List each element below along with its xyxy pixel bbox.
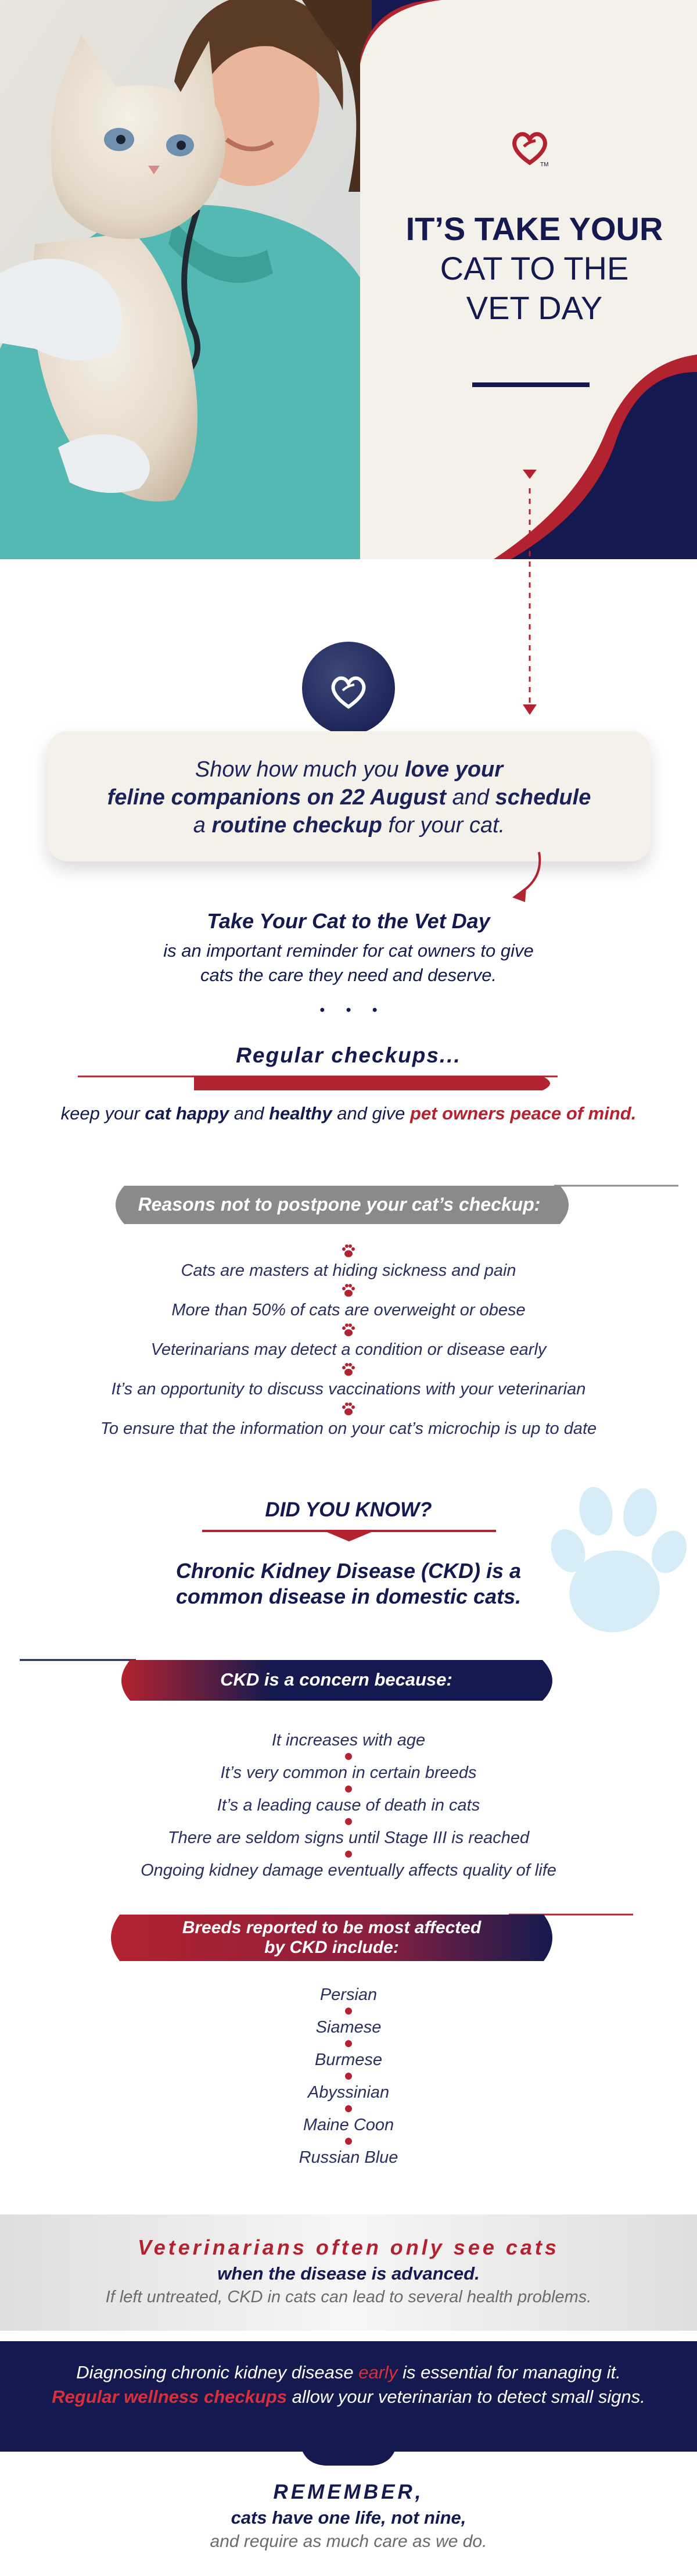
- advanced-line-1: Veterinarians often only see cats: [138, 2235, 559, 2259]
- advanced-line-3: If left untreated, CKD in cats can lead to several health problems.: [105, 2288, 592, 2306]
- remember-line-2: and require as much care as we do.: [210, 2532, 487, 2551]
- advanced-line-2: when the disease is advanced.: [217, 2263, 480, 2284]
- did-you-know-underline: [202, 1529, 496, 1545]
- diagnosis-line-2: Regular wellness checkups allow your veterinarian to detect small signs.: [52, 2387, 645, 2407]
- bullet-dot: [345, 2073, 352, 2080]
- reasons-heading: Reasons not to postpone your cat’s checkup:: [138, 1194, 541, 1215]
- ckd-reason-item: It’s very common in certain breeds: [220, 1763, 477, 1782]
- checkups-banner: [78, 1075, 558, 1092]
- breed-item: Burmese: [314, 2051, 383, 2069]
- reason-item: It’s an opportunity to discuss vaccinations with your veterinarian: [111, 1380, 586, 1398]
- paw-print-icon: [549, 1482, 689, 1639]
- diagnosis-line-1: Diagnosing chronic kidney disease early is essential for managing it.: [76, 2362, 621, 2382]
- hero-title-line-2: CAT TO THE: [440, 250, 629, 287]
- bullet-dot: [345, 2138, 352, 2145]
- bullet-dot: [345, 1753, 352, 1760]
- remember-line-1: cats have one life, not nine,: [231, 2507, 466, 2528]
- title-underline: [472, 382, 590, 387]
- separator-dots: • • •: [319, 1001, 378, 1018]
- breed-item: Maine Coon: [303, 2116, 394, 2134]
- checkups-heading: Regular checkups...: [236, 1043, 461, 1067]
- hero-title-line-1: IT’S TAKE YOUR: [405, 210, 663, 247]
- breed-item: Persian: [319, 1985, 378, 2004]
- diagnosis-band-pointer: [302, 2450, 395, 2468]
- reason-item: Veterinarians may detect a condition or disease early: [150, 1340, 547, 1359]
- paw-icon: [340, 1282, 357, 1298]
- breeds-heading: Breeds reported to be most affected by CKD include:: [182, 1918, 482, 1957]
- ckd-fact-line-2: common disease in domestic cats.: [175, 1584, 522, 1608]
- reminder-line-1: is an important reminder for cat owners to give: [163, 940, 534, 961]
- breed-item: Abyssinian: [307, 2083, 390, 2102]
- ckd-reason-item: There are seldom signs until Stage III is reached: [167, 1829, 530, 1847]
- paw-icon: [340, 1401, 357, 1417]
- ckd-reason-item: Ongoing kidney damage eventually affects quality of life: [141, 1861, 556, 1880]
- intro-text: Show how much you love your feline companions on 22 August and schedule a routine checkup for your cat.: [107, 757, 591, 838]
- did-you-know-heading: DID YOU KNOW?: [265, 1498, 432, 1521]
- paw-icon: [340, 1361, 357, 1378]
- heart-badge: [299, 638, 398, 738]
- breed-item: Siamese: [315, 2018, 382, 2037]
- ckd-reason-item: It increases with age: [271, 1731, 426, 1749]
- bullet-dot: [345, 2008, 352, 2015]
- breed-item: Russian Blue: [299, 2148, 398, 2167]
- checkups-statement: keep your cat happy and healthy and give pet owners peace of mind.: [60, 1103, 637, 1124]
- hero-title-line-3: VET DAY: [466, 289, 603, 326]
- arrow-down-icon: [522, 468, 538, 480]
- reason-item: Cats are masters at hiding sickness and pain: [181, 1261, 516, 1280]
- bullet-dot: [345, 1786, 352, 1793]
- bullet-dot: [345, 2105, 352, 2112]
- trademark-label: TM: [540, 162, 549, 168]
- dashed-connector: [522, 488, 538, 718]
- bullet-dot: [345, 2040, 352, 2047]
- paw-icon: [340, 1322, 357, 1338]
- bullet-dot: [345, 1818, 352, 1825]
- ckd-reason-item: It’s a leading cause of death in cats: [217, 1796, 480, 1815]
- bullet-dot: [345, 1851, 352, 1858]
- ckd-heading: CKD is a concern because:: [220, 1669, 452, 1690]
- reason-item: More than 50% of cats are overweight or obese: [171, 1301, 526, 1319]
- hero-section: [0, 0, 697, 559]
- reminder-title: Take Your Cat to the Vet Day: [207, 909, 490, 933]
- ckd-fact-line-1: Chronic Kidney Disease (CKD) is a: [175, 1559, 522, 1583]
- paw-icon: [340, 1243, 357, 1259]
- remember-heading: REMEMBER,: [273, 2481, 424, 2503]
- reason-item: To ensure that the information on your cat’s microchip is up to date: [100, 1419, 597, 1438]
- curved-arrow-icon: [503, 850, 552, 904]
- reminder-line-2: cats the care they need and deserve.: [200, 965, 497, 985]
